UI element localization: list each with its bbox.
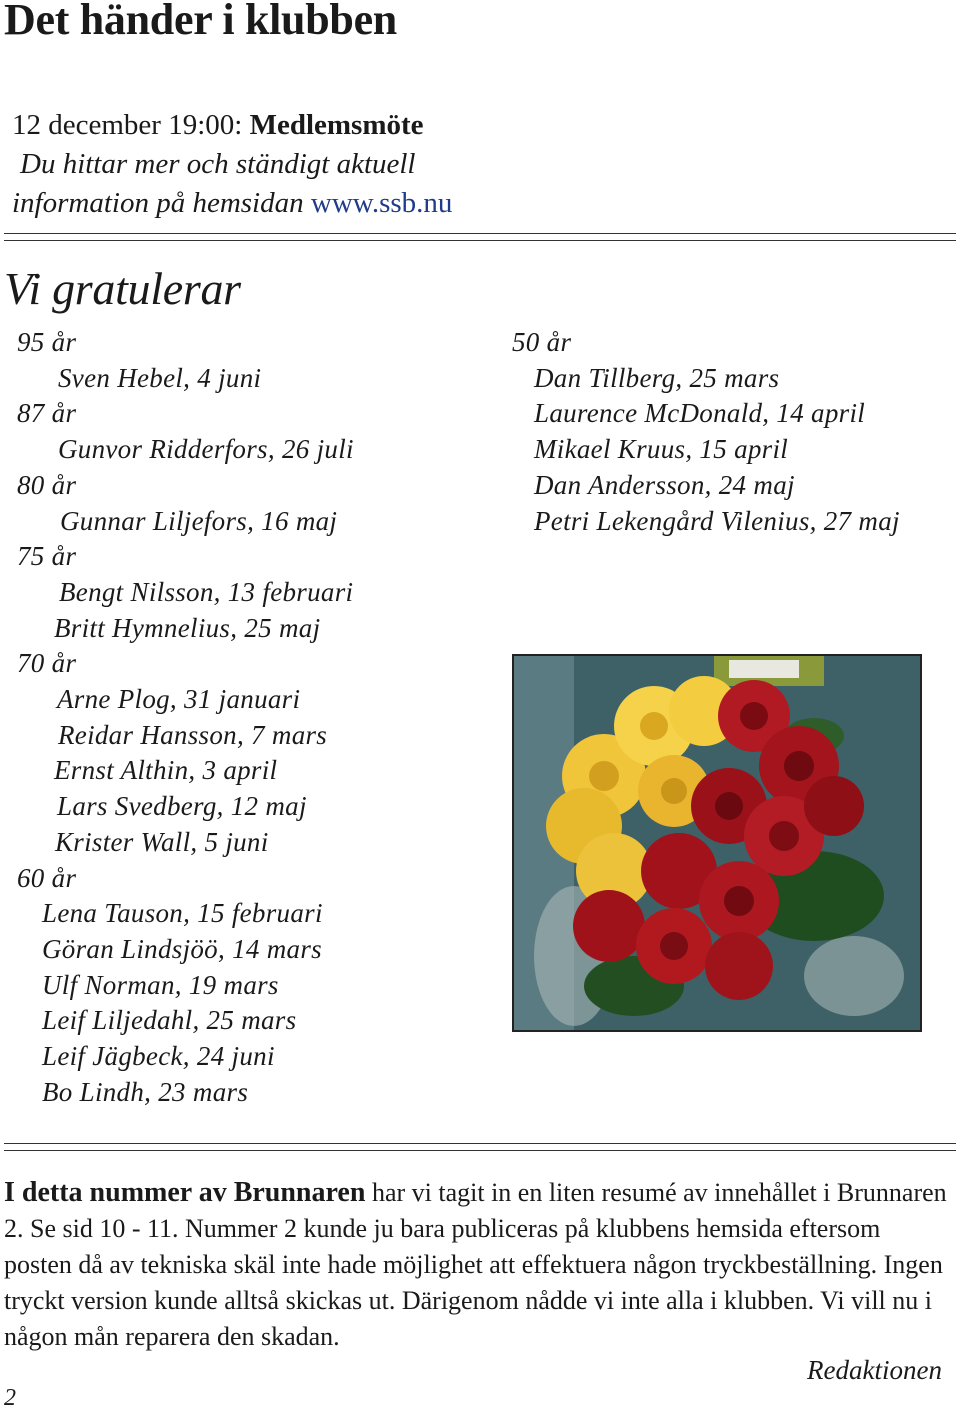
event-name: Medlemsmöte: [249, 109, 424, 141]
list-item: Petri Lekengård Vilenius, 27 maj: [534, 505, 900, 536]
list-item: Ulf Norman, 19 mars: [42, 969, 279, 1000]
list-item: Laurence McDonald, 14 april: [534, 398, 866, 429]
roses-photo: [512, 654, 922, 1032]
list-item: Leif Liljedahl, 25 mars: [42, 1005, 297, 1036]
list-item: Lena Tauson, 15 februari: [42, 898, 323, 929]
divider-top-1: [4, 233, 956, 234]
summary-paragraph: [4, 1175, 948, 1355]
list-item: Bengt Nilsson, 13 februari: [59, 576, 354, 607]
age-heading: 87 år: [17, 398, 77, 429]
list-item: Lars Svedberg, 12 maj: [57, 791, 307, 822]
list-item: Arne Plog, 31 januari: [57, 684, 301, 715]
list-item: Dan Andersson, 24 maj: [534, 469, 795, 500]
age-heading: 70 år: [17, 648, 77, 679]
list-item: Göran Lindsjöö, 14 mars: [42, 933, 322, 964]
divider-bottom-1: [4, 1143, 956, 1144]
event-info-line-1: Du hittar mer och ständigt aktuell: [20, 148, 416, 180]
greetings-title: Vi gratulerar: [4, 263, 241, 314]
website-link[interactable]: www.ssb.nu: [310, 187, 453, 219]
age-heading: 75 år: [17, 541, 77, 572]
page-number: 2: [4, 1385, 16, 1411]
age-heading: 80 år: [17, 469, 77, 500]
divider-bottom-2: [4, 1150, 956, 1151]
birthday-list-left: [17, 325, 354, 1110]
event-date: 12 december 19:00:: [12, 109, 243, 141]
list-item: Sven Hebel, 4 juni: [58, 362, 262, 393]
list-item: Dan Tillberg, 25 mars: [534, 362, 780, 393]
list-item: Leif Jägbeck, 24 juni: [42, 1041, 275, 1072]
list-item: Mikael Kruus, 15 april: [534, 434, 789, 465]
divider-top-2: [4, 240, 956, 241]
summary-text: har vi tagit in en liten resumé av innehållet i Brunnaren 2. Se sid 10 - 11. Nummer 2 kunde ju bara publiceras på klubbens hemsida eftersom posten då av tekniska skäl inte hade möjlighet att effektuera någon tryckbeställning. Ingen tryckt version kunde alltså skickas ut. Därigenom nådde vi inte alla i klubben. Vi vill nu i någon mån reparera den skadan.: [4, 1178, 947, 1351]
list-item: Bo Lindh, 23 mars: [42, 1076, 249, 1107]
age-heading: 50 år: [512, 327, 572, 357]
list-item: Gunnar Liljefors, 16 maj: [60, 505, 338, 536]
roses-image: [514, 656, 920, 1030]
list-item: Krister Wall, 5 juni: [55, 826, 269, 857]
list-item: Ernst Althin, 3 april: [54, 755, 278, 786]
event-info-line-2: [12, 184, 452, 223]
list-item: Reidar Hansson, 7 mars: [58, 719, 328, 750]
age-heading: 95 år: [17, 327, 77, 357]
age-heading: 60 år: [17, 862, 77, 893]
birthday-list-right: [512, 325, 900, 539]
event-info-text: information på hemsidan: [12, 187, 304, 219]
list-item: Britt Hymnelius, 25 maj: [54, 612, 321, 643]
page-title: Det händer i klubben: [4, 0, 397, 44]
signature: Redaktionen: [807, 1355, 942, 1385]
list-item: Gunvor Ridderfors, 26 juli: [58, 434, 354, 465]
summary-lead: I detta nummer av Brunnaren: [4, 1177, 366, 1208]
event-line: [12, 106, 452, 145]
event-block: [12, 106, 452, 223]
